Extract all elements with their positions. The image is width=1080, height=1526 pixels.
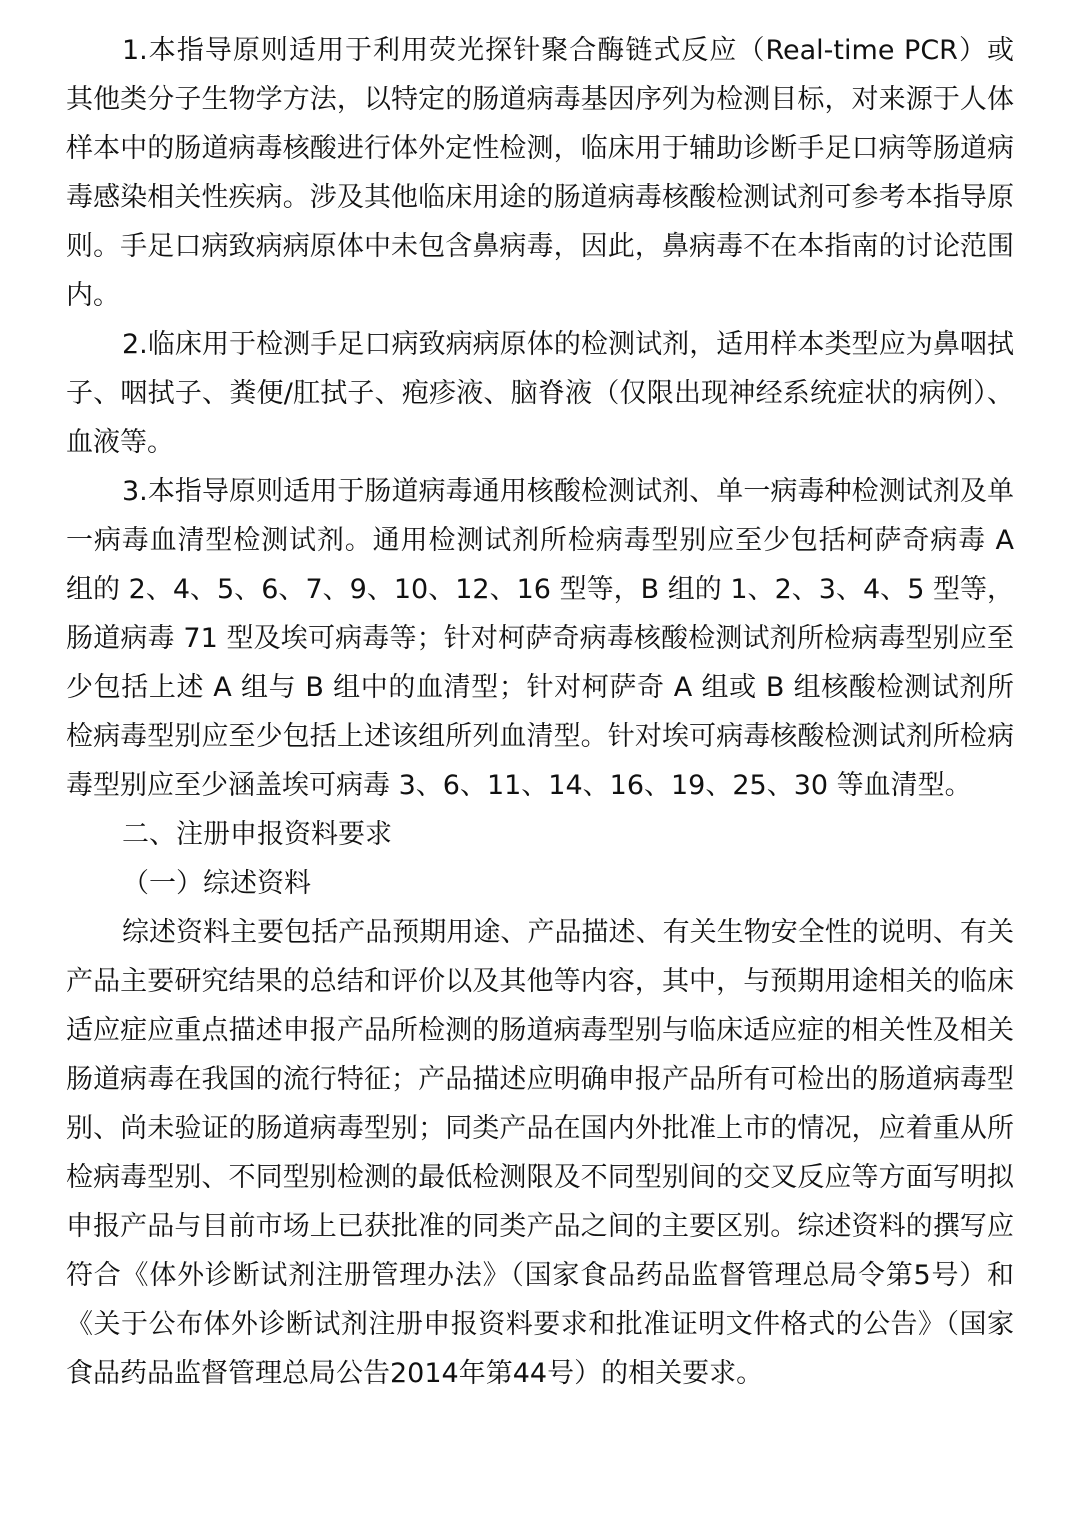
- scope-paragraph-1: 1.本指导原则适用于利用荧光探针聚合酶链式反应（Real-time PCR）或其他类分子生物学方法，以特定的肠道病毒基因序列为检测目标，对来源于人体样本中的肠道病毒核酸进行体外定性检测，临床用于辅助诊断手足口病等肠道病毒感染相关性疾病。涉及其他临床用途的肠道病毒核酸检测试剂可参考本指导原则。手足口病致病病原体中未包含鼻病毒，因此，鼻病毒不在本指南的讨论范围内。: [66, 35, 1014, 311]
- subsection-heading: （一）综述资料: [122, 868, 311, 899]
- summary-paragraph: 综述资料主要包括产品预期用途、产品描述、有关生物安全性的说明、有关产品主要研究结果的总结和评价以及其他等内容，其中，与预期用途相关的临床适应症应重点描述申报产品所检测的肠道病毒型别与临床适应症的相关性及相关肠道病毒在我国的流行特征；产品描述应明确申报产品所有可检出的肠道病毒型别、尚未验证的肠道病毒型别；同类产品在国内外批准上市的情况，应着重从所检病毒型别、不同型别检测的最低检测限及不同型别间的交叉反应等方面写明拟申报产品与目前市场上已获批准的同类产品之间的主要区别。综述资料的撰写应符合《体外诊断试剂注册管理办法》（国家食品药品监督管理总局令第5号）和《关于公布体外诊断试剂注册申报资料要求和批准证明文件格式的公告》（国家食品药品监督管理总局公告2014年第44号）的相关要求。: [66, 917, 1014, 1389]
- scope-paragraph-2: 2.临床用于检测手足口病致病病原体的检测试剂，适用样本类型应为鼻咽拭子、咽拭子、粪便/肛拭子、疱疹液、脑脊液（仅限出现神经系统症状的病例）、血液等。: [66, 329, 1014, 458]
- scope-paragraph-3: 3.本指导原则适用于肠道病毒通用核酸检测试剂、单一病毒种检测试剂及单一病毒血清型检测试剂。通用检测试剂所检病毒型别应至少包括柯萨奇病毒 A 组的 2、4、5、6、7、9、10、12、16 型等，B 组的 1、2、3、4、5 型等，肠道病毒 71 型及埃可病毒等；针对柯萨奇病毒核酸检测试剂所检病毒型别应至少包括上述 A 组与 B 组中的血清型；针对柯萨奇 A 组或 B 组核酸检测试剂所检病毒型别应至少包括上述该组所列血清型。针对埃可病毒核酸检测试剂所检病毒型别应至少涵盖埃可病毒 3、6、11、14、16、19、25、30 等血清型。: [66, 476, 1014, 801]
- document-page: [66, 26, 1014, 1398]
- section-heading: 二、注册申报资料要求: [122, 819, 392, 850]
